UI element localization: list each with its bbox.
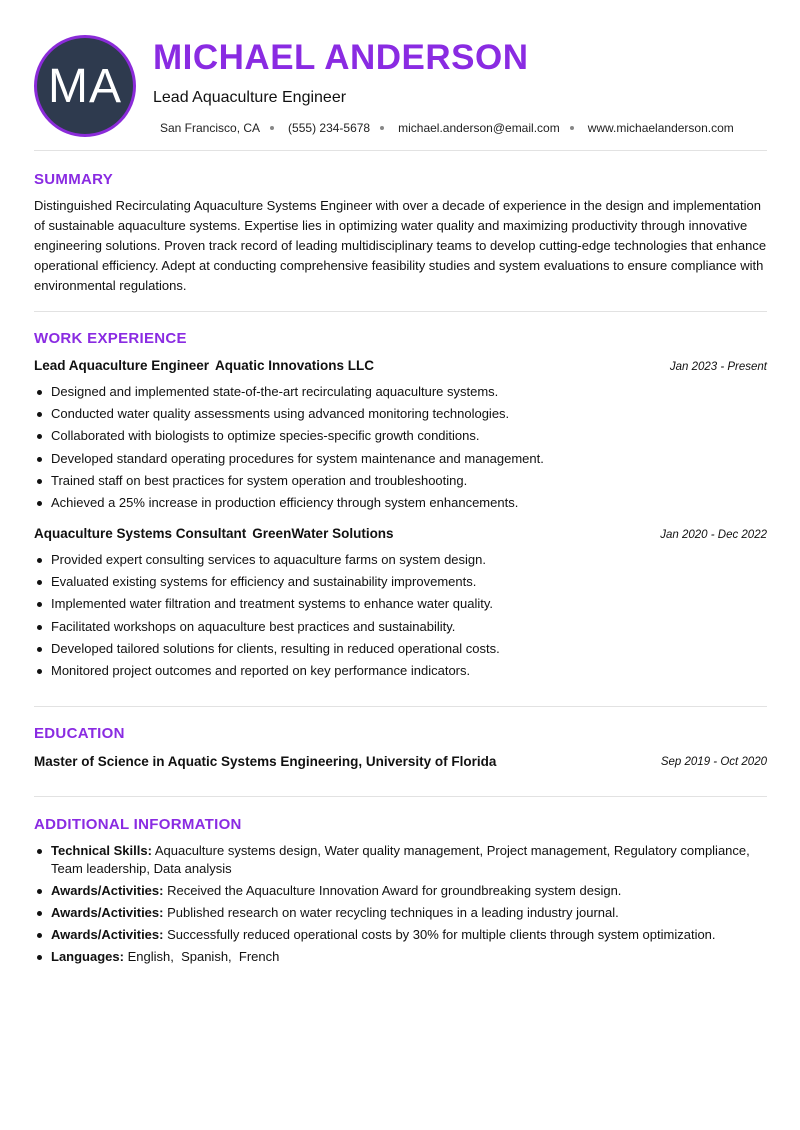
list-item: Collaborated with biologists to optimize species-specific growth conditions.	[34, 425, 769, 447]
list-item: Achieved a 25% increase in production efficiency through system enhancements.	[34, 492, 769, 514]
list-item	[34, 842, 769, 878]
contact-email[interactable]: michael.anderson@email.com	[398, 121, 560, 135]
divider	[34, 796, 767, 797]
job-dates: Jan 2020 - Dec 2022	[660, 529, 767, 541]
list-item: Monitored project outcomes and reported on key performance indicators.	[34, 660, 769, 682]
divider	[34, 706, 767, 707]
contact-website[interactable]: www.michaelanderson.com	[587, 121, 734, 135]
job-role: Aquaculture Systems Consultant	[34, 526, 247, 541]
avatar	[34, 35, 136, 137]
contact-separator	[380, 126, 384, 130]
info-text: Aquaculture systems design, Water quality management, Project management, Regulatory compliance, Team leadership, Data analysis	[51, 843, 750, 876]
list-item: Developed tailored solutions for clients, resulting in reduced operational costs.	[34, 638, 769, 660]
contact-line	[160, 121, 734, 135]
candidate-title: Lead Aquaculture Engineer	[153, 89, 347, 106]
job-company: GreenWater Solutions	[252, 526, 394, 541]
additional-info-list	[34, 842, 769, 970]
education-dates: Sep 2019 - Oct 2020	[660, 756, 767, 768]
list-item: Implemented water filtration and treatment systems to enhance water quality.	[34, 593, 769, 615]
info-label: Awards/Activities:	[51, 927, 164, 942]
divider	[34, 311, 767, 312]
list-item: Designed and implemented state-of-the-art recirculating aquaculture systems.	[34, 381, 769, 403]
contact-phone: (555) 234-5678	[288, 121, 371, 135]
list-item: Trained staff on best practices for system operation and troubleshooting.	[34, 470, 769, 492]
education-degree: Master of Science in Aquatic Systems Engineering, University of Florida	[34, 754, 497, 769]
job-company: Aquatic Innovations LLC	[215, 358, 375, 373]
additional-info-heading: ADDITIONAL INFORMATION	[34, 816, 242, 833]
job-header	[34, 358, 374, 373]
list-item: Conducted water quality assessments using advanced monitoring technologies.	[34, 403, 769, 425]
list-item	[34, 926, 769, 944]
contact-separator	[570, 126, 574, 130]
candidate-name: MICHAEL ANDERSON	[153, 38, 529, 77]
list-item	[34, 882, 769, 900]
job-header	[34, 526, 394, 541]
job-bullets	[34, 549, 769, 682]
work-experience-heading: WORK EXPERIENCE	[34, 330, 187, 347]
info-text: Published research on water recycling techniques in a leading industry journal.	[167, 905, 619, 920]
job-dates: Jan 2023 - Present	[669, 361, 767, 373]
contact-separator	[270, 126, 274, 130]
avatar-initials: MA	[48, 59, 122, 113]
list-item	[34, 948, 769, 966]
info-text: Received the Aquaculture Innovation Award for groundbreaking system design.	[167, 883, 622, 898]
job-bullets	[34, 381, 769, 514]
job-role: Lead Aquaculture Engineer	[34, 358, 210, 373]
summary-text: Distinguished Recirculating Aquaculture Systems Engineer with over a decade of experience in the design and implementation of sustainable aquaculture systems. Expertise lies in optimizing water quality and maximizing productivity through innovative engineering solutions. Proven track record of leading multidisciplinary teams to develop cutting-edge technologies that enhance operational efficiency. Adept at conducting comprehensive feasibility studies and system evaluations to ensure compliance with environmental regulations.	[34, 198, 767, 293]
info-label: Languages:	[51, 949, 124, 964]
list-item	[34, 904, 769, 922]
divider	[34, 150, 767, 151]
info-text: Successfully reduced operational costs by 30% for multiple clients through system optimization.	[167, 927, 716, 942]
list-item: Developed standard operating procedures for system maintenance and management.	[34, 448, 769, 470]
list-item: Provided expert consulting services to aquaculture farms on system design.	[34, 549, 769, 571]
info-text: English, Spanish, French	[127, 949, 280, 964]
info-label: Awards/Activities:	[51, 883, 164, 898]
summary-heading: SUMMARY	[34, 171, 114, 188]
education-heading: EDUCATION	[34, 725, 125, 742]
info-label: Technical Skills:	[51, 843, 152, 858]
list-item: Evaluated existing systems for efficiency and sustainability improvements.	[34, 571, 769, 593]
info-label: Awards/Activities:	[51, 905, 164, 920]
list-item: Facilitated workshops on aquaculture best practices and sustainability.	[34, 616, 769, 638]
contact-location: San Francisco, CA	[160, 121, 261, 135]
